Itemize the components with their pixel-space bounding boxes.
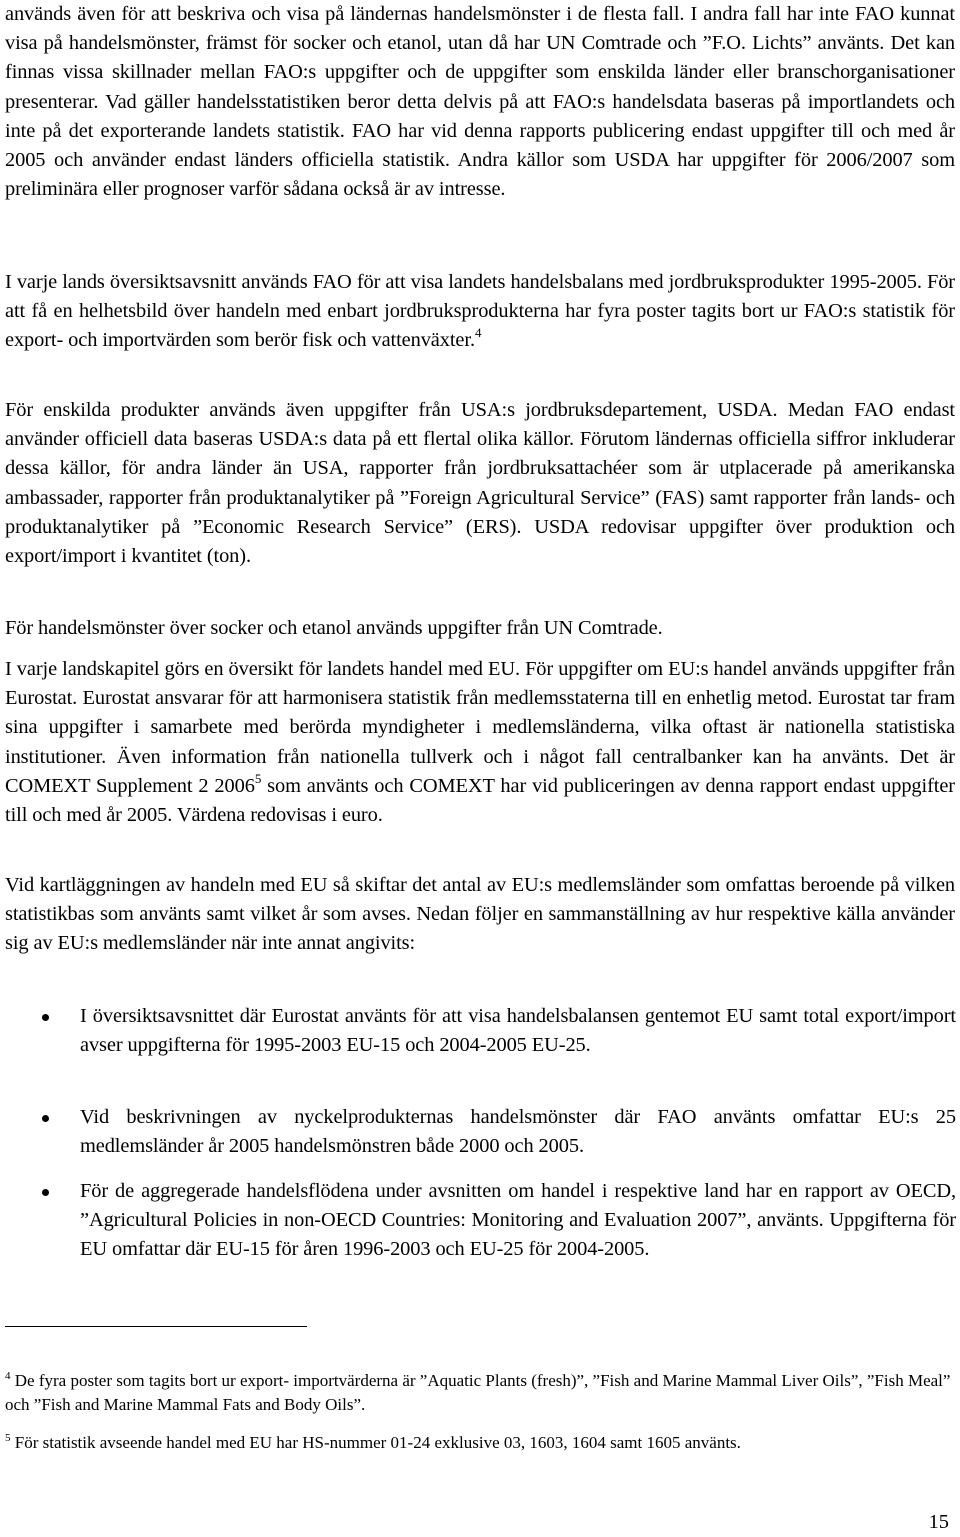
bullet-icon (42, 1014, 49, 1021)
footnote-number: 4 (5, 1370, 11, 1382)
footnote-ref-4[interactable]: 4 (474, 325, 482, 341)
paragraph-eu-member-states: Vid kartläggningen av handeln med EU så skiftar det antal av EU:s medlemsländer som omfattas beroende på vilken statistikbas som använts samt vilket år som avses. Nedan följer en sammanställning av hur respektive källa använder sig av EU:s medlemsländer när inte annat angivits: (5, 874, 955, 955)
footnote-divider (5, 1326, 307, 1327)
footnote-number: 5 (5, 1432, 11, 1444)
list-item-text: I översiktsavsnittet där Eurostat använts för att visa handelsbalansen gentemot EU samt total export/import avser uppgifterna för 1995-2003 EU-15 och 2004-2005 EU-25. (80, 1005, 956, 1057)
list-item-text: För de aggregerade handelsflödena under avsnitten om handel i respektive land har en rapport av OECD, ”Agricultural Policies in non-OECD Countries: Monitoring and Evaluation 2007”, använts. Uppgifterna för EU omfattar där EU-15 för åren 1996-2003 och EU-25 för 2004-2005. (80, 1180, 956, 1261)
paragraph-text: I varje lands översiktsavsnitt används FAO för att visa landets handelsbalans med jordbruksprodukter 1995-2005. För att få en helhetsbild över handeln med enbart jordbruksprodukterna har fyra poster tagits bort ur FAO:s statistik för export- och importvärden som berör fisk och vattenväxter. (5, 271, 955, 352)
list-item-text: Vid beskrivningen av nyckelprodukternas handelsmönster där FAO använts omfattar EU:s 25 medlemsländer år 2005 handelsmönstren både 2000 och 2005. (80, 1106, 956, 1158)
footnote-4 (5, 1369, 955, 1417)
bullet-icon (42, 1189, 49, 1196)
page-number: 15 (928, 1511, 949, 1533)
footnote-text: De fyra poster som tagits bort ur export- importvärderna är ”Aquatic Plants (fresh)”, ”Fish and Marine Mammal Liver Oils”, ”Fish Meal” och ”Fish and Marine Mammal Fats and Body Oils”. (5, 1371, 951, 1414)
bullet-icon (42, 1115, 49, 1122)
paragraph-text: som använts och COMEXT har vid publiceringen av denna rapport endast uppgifter till och med år 2005. Värdena redovisas i euro. (5, 774, 955, 827)
paragraph-un-comtrade: För handelsmönster över socker och etanol används uppgifter från UN Comtrade. (5, 617, 663, 639)
paragraph-eurostat (5, 655, 955, 830)
paragraph-usda-data: För enskilda produkter används även uppgifter från USA:s jordbruksdepartement, USDA. Medan FAO endast använder officiell data baseras USDA:s data på ett flertal olika källor. Förutom ländernas officiella siffror inkluderar dessa källor, för andra länder än USA, rapporter från jordbruksattachéer som är utplacerade på amerikanska ambassader, rapporter från produktanalytiker på ”Foreign Agricultural Service” (FAS) samt rapporter från lands- och produktanalytiker på ”Economic Research Service” (ERS). USDA redovisar uppgifter över produktion och export/import i kvantitet (ton). (5, 399, 955, 568)
footnote-5 (5, 1431, 955, 1455)
footnote-text: För statistik avseende handel med EU har HS-nummer 01-24 exklusive 03, 1603, 1604 samt 1605 använts. (14, 1433, 741, 1452)
paragraph-text: I varje landskapitel görs en översikt för landets handel med EU. För uppgifter om EU:s handel används uppgifter från Eurostat. Eurostat ansvarar för att harmonisera statistik från medlemsstaterna till en enhetlig metod. Eurostat tar fram sina uppgifter i samarbete med berörda myndigheter i medlemsländerna, vilka oftast är nationella statistiska institutioner. Även information från nationella tullverk och i något fall centralbanker kan ha använts. Det är COMEXT Supplement 2 2006 (5, 658, 955, 797)
paragraph-fao-trade-data: används även för att beskriva och visa på ländernas handelsmönster i de flesta fall. I andra fall har inte FAO kunnat visa på handelsmönster, främst för socker och etanol, utan då har UN Comtrade och ”F.O. Lichts” använts. Det kan finnas vissa skillnader mellan FAO:s uppgifter och de uppgifter som enskilda länder eller branschorganisationer presenterar. Vad gäller handelsstatistiken beror detta delvis på att FAO:s handelsdata baseras på importlandets och inte på det exporterande landets statistik. FAO har vid denna rapports publicering endast uppgifter till och med år 2005 och använder endast länders officiella statistik. Andra källor som USDA har uppgifter för 2006/2007 som preliminära eller prognoser varför sådana också är av intresse. (5, 3, 955, 201)
footnote-ref-5[interactable]: 5 (254, 770, 262, 786)
paragraph-overview-trade-balance (5, 268, 955, 356)
